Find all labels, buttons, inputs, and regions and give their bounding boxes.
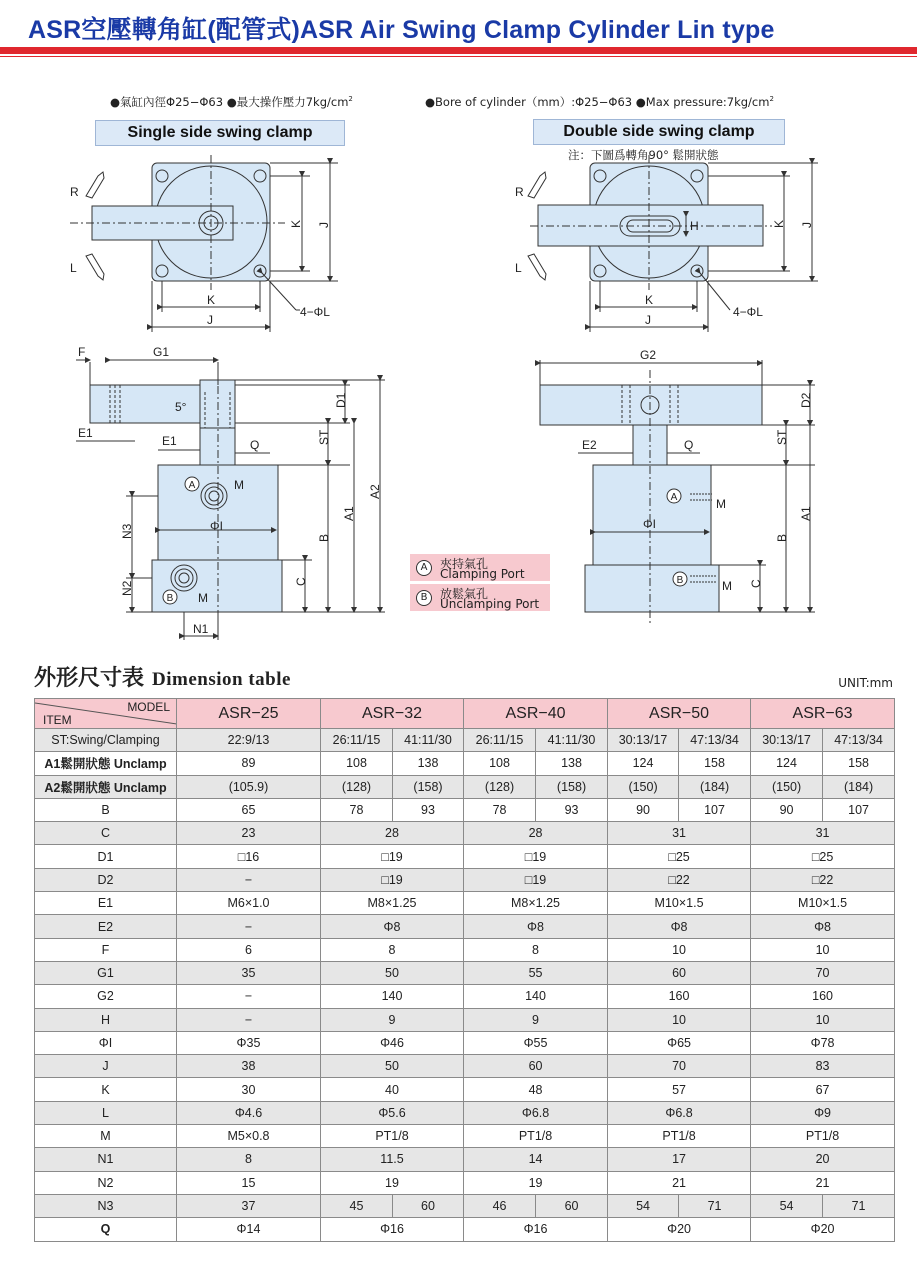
svg-text:K: K — [289, 219, 303, 228]
table-cell: 10 — [608, 1008, 751, 1031]
table-cell: 17 — [608, 1148, 751, 1171]
table-cell: 124 — [751, 752, 823, 775]
page-title: ASR空壓轉角缸(配管式)ASR Air Swing Clamp Cylinder Lin type — [28, 16, 775, 44]
svg-text:J: J — [207, 313, 213, 327]
table-cell: 60 — [393, 1194, 464, 1217]
table-cell: PT1/8 — [321, 1125, 464, 1148]
row-label: H — [35, 1008, 177, 1031]
table-cell: (158) — [393, 775, 464, 798]
svg-text:N1: N1 — [193, 622, 209, 636]
table-cell: 40 — [321, 1078, 464, 1101]
svg-text:R: R — [515, 185, 524, 199]
table-cell: 65 — [177, 798, 321, 821]
table-cell: 107 — [679, 798, 751, 821]
svg-text:H: H — [690, 219, 699, 233]
table-cell: Φ8 — [608, 915, 751, 938]
double-side-body — [593, 465, 711, 565]
table-cell: 93 — [536, 798, 608, 821]
table-cell: PT1/8 — [751, 1125, 895, 1148]
table-cell: Φ35 — [177, 1031, 321, 1054]
svg-text:J: J — [800, 222, 814, 228]
row-label: G2 — [35, 985, 177, 1008]
table-cell: 83 — [751, 1055, 895, 1078]
table-cell: 28 — [321, 822, 464, 845]
table-cell: □19 — [321, 845, 464, 868]
table-cell: Φ55 — [464, 1031, 608, 1054]
table-cell: 8 — [177, 1148, 321, 1171]
table-cell: Φ46 — [321, 1031, 464, 1054]
row-label: ST:Swing/Clamping — [35, 729, 177, 752]
table-cell: 78 — [464, 798, 536, 821]
row-label: Q — [35, 1218, 177, 1241]
table-cell: (184) — [679, 775, 751, 798]
table-cell: 158 — [679, 752, 751, 775]
row-label: D2 — [35, 868, 177, 891]
table-cell: 71 — [679, 1194, 751, 1217]
table-cell: Φ16 — [321, 1218, 464, 1241]
svg-text:L: L — [70, 261, 77, 275]
svg-text:M: M — [198, 591, 208, 605]
row-label: M — [35, 1125, 177, 1148]
svg-text:C: C — [294, 577, 308, 586]
port-a-marker: A — [416, 560, 432, 576]
table-cell: 35 — [177, 961, 321, 984]
row-label: N3 — [35, 1194, 177, 1217]
svg-text:4−ΦL: 4−ΦL — [733, 305, 763, 319]
table-cell: 21 — [751, 1171, 895, 1194]
table-cell: (128) — [321, 775, 393, 798]
legend-unclamping-port: B 放鬆氣孔 Unclamping Port — [410, 584, 550, 611]
table-cell: 89 — [177, 752, 321, 775]
table-cell: 31 — [608, 822, 751, 845]
table-cell: 78 — [321, 798, 393, 821]
spec-en: ●Bore of cylinder（mm）:Φ25−Φ63 ●Max $pressure:7kg/cm^2$ — [425, 95, 774, 109]
table-cell: 93 — [393, 798, 464, 821]
row-label: A2鬆開狀態 Unclamp — [35, 775, 177, 798]
svg-text:B: B — [317, 533, 331, 542]
svg-text:E1: E1 — [162, 434, 177, 448]
table-cell: PT1/8 — [464, 1125, 608, 1148]
svg-text:ST: ST — [317, 429, 331, 445]
table-cell: 160 — [751, 985, 895, 1008]
model-header: ASR−40 — [464, 699, 608, 729]
row-label: L — [35, 1101, 177, 1124]
table-cell: 47:13/34 — [679, 729, 751, 752]
table-cell: − — [177, 1008, 321, 1031]
table-cell: (158) — [536, 775, 608, 798]
table-cell: 138 — [536, 752, 608, 775]
svg-text:M: M — [722, 579, 732, 593]
port-b-marker: B — [416, 590, 432, 606]
row-label: E2 — [35, 915, 177, 938]
row-label: F — [35, 938, 177, 961]
table-cell: 38 — [177, 1055, 321, 1078]
table-cell: 30 — [177, 1078, 321, 1101]
table-row — [35, 1148, 895, 1171]
table-corner-cell: MODEL ITEM — [35, 699, 177, 729]
table-row — [35, 1031, 895, 1054]
table-row — [35, 938, 895, 961]
model-header: ASR−25 — [177, 699, 321, 729]
table-cell: M10×1.5 — [608, 892, 751, 915]
table-cell: Φ14 — [177, 1218, 321, 1241]
table-cell: □25 — [751, 845, 895, 868]
table-row — [35, 798, 895, 821]
table-cell: M8×1.25 — [321, 892, 464, 915]
table-cell: 54 — [751, 1194, 823, 1217]
table-row — [35, 752, 895, 775]
table-cell: 9 — [321, 1008, 464, 1031]
svg-text:ΦI: ΦI — [210, 519, 223, 533]
port-legend — [410, 554, 550, 614]
table-row — [35, 915, 895, 938]
table-cell: 10 — [608, 938, 751, 961]
legend-clamping-port: A 夾持氣孔 Clamping Port — [410, 554, 550, 581]
table-cell: 9 — [464, 1008, 608, 1031]
table-row — [35, 985, 895, 1008]
table-cell: 70 — [751, 961, 895, 984]
table-row — [35, 868, 895, 891]
table-cell: 30:13/17 — [751, 729, 823, 752]
double-side-base — [585, 565, 719, 612]
table-cell: □19 — [464, 868, 608, 891]
row-label: E1 — [35, 892, 177, 915]
table-cell: 60 — [536, 1194, 608, 1217]
model-header: ASR−63 — [751, 699, 895, 729]
svg-text:J: J — [645, 313, 651, 327]
table-row — [35, 961, 895, 984]
table-cell: 54 — [608, 1194, 679, 1217]
double-side-note: 注：下圖爲轉角90° 鬆開狀態 — [568, 148, 719, 162]
table-cell: 14 — [464, 1148, 608, 1171]
row-label: G1 — [35, 961, 177, 984]
table-row — [35, 822, 895, 845]
table-cell: 11.5 — [321, 1148, 464, 1171]
spec-zh: ●氣缸內徑Φ25−Φ63 ●最大操作壓力$7kg/cm^2$ — [110, 95, 353, 109]
row-label: ΦI — [35, 1031, 177, 1054]
table-cell: 108 — [321, 752, 393, 775]
single-side-body — [158, 465, 278, 560]
table-cell: M5×0.8 — [177, 1125, 321, 1148]
table-cell: 41:11/30 — [536, 729, 608, 752]
svg-text:L: L — [515, 261, 522, 275]
table-cell: M10×1.5 — [751, 892, 895, 915]
unit-label: UNIT:mm — [838, 676, 893, 690]
svg-text:J: J — [317, 222, 331, 228]
row-label: A1鬆開狀態 Unclamp — [35, 752, 177, 775]
table-cell: 70 — [608, 1055, 751, 1078]
svg-text:N2: N2 — [120, 580, 134, 596]
table-cell: □19 — [321, 868, 464, 891]
table-cell: 22:9/13 — [177, 729, 321, 752]
table-cell: Φ16 — [464, 1218, 608, 1241]
table-cell: 124 — [608, 752, 679, 775]
table-row — [35, 729, 895, 752]
row-label: N2 — [35, 1171, 177, 1194]
table-cell: − — [177, 915, 321, 938]
svg-text:B: B — [775, 533, 789, 542]
table-cell: 19 — [464, 1171, 608, 1194]
svg-text:E2: E2 — [582, 438, 597, 452]
table-cell: 10 — [751, 938, 895, 961]
table-cell: 67 — [751, 1078, 895, 1101]
svg-text:C: C — [749, 579, 763, 588]
table-cell: 108 — [464, 752, 536, 775]
table-row — [35, 1078, 895, 1101]
table-row — [35, 1055, 895, 1078]
table-row — [35, 1008, 895, 1031]
table-cell: 30:13/17 — [608, 729, 679, 752]
table-cell: 158 — [823, 752, 895, 775]
row-label: D1 — [35, 845, 177, 868]
table-cell: 50 — [321, 961, 464, 984]
table-cell: □25 — [608, 845, 751, 868]
table-cell: 71 — [823, 1194, 895, 1217]
table-cell: Φ8 — [751, 915, 895, 938]
svg-text:K: K — [772, 219, 786, 228]
table-row — [35, 1194, 895, 1217]
table-cell: 50 — [321, 1055, 464, 1078]
dimension-table-title: 外形尺寸表 Dimension table — [34, 665, 291, 691]
row-label: B — [35, 798, 177, 821]
table-cell: 55 — [464, 961, 608, 984]
table-cell: M6×1.0 — [177, 892, 321, 915]
svg-text:Q: Q — [250, 438, 260, 452]
table-cell: M8×1.25 — [464, 892, 608, 915]
table-cell: 41:11/30 — [393, 729, 464, 752]
table-cell: 10 — [751, 1008, 895, 1031]
table-cell: 28 — [464, 822, 608, 845]
svg-text:M: M — [234, 478, 244, 492]
table-cell: 90 — [751, 798, 823, 821]
table-cell: □22 — [751, 868, 895, 891]
svg-text:A: A — [188, 480, 196, 491]
table-cell: 140 — [321, 985, 464, 1008]
dimension-table — [34, 698, 895, 1242]
svg-text:N3: N3 — [120, 523, 134, 539]
table-cell: 6 — [177, 938, 321, 961]
table-row — [35, 1101, 895, 1124]
table-cell: (150) — [608, 775, 679, 798]
table-cell: 160 — [608, 985, 751, 1008]
svg-text:B: B — [676, 575, 684, 586]
table-cell: Φ4.6 — [177, 1101, 321, 1124]
svg-text:4−ΦL: 4−ΦL — [300, 305, 330, 319]
table-cell: □19 — [464, 845, 608, 868]
table-cell: 8 — [464, 938, 608, 961]
row-label: J — [35, 1055, 177, 1078]
table-cell: Φ78 — [751, 1031, 895, 1054]
table-cell: 60 — [464, 1055, 608, 1078]
svg-text:A2: A2 — [368, 484, 382, 499]
svg-text:5°: 5° — [175, 400, 187, 414]
table-cell: (128) — [464, 775, 536, 798]
svg-text:G2: G2 — [640, 348, 657, 362]
table-cell: 20 — [751, 1148, 895, 1171]
table-cell: Φ20 — [608, 1218, 751, 1241]
table-cell: 26:11/15 — [464, 729, 536, 752]
table-cell: Φ8 — [321, 915, 464, 938]
table-cell: (105.9) — [177, 775, 321, 798]
table-cell: 57 — [608, 1078, 751, 1101]
table-cell: 47:13/34 — [823, 729, 895, 752]
svg-text:G1: G1 — [153, 345, 170, 359]
table-row — [35, 1171, 895, 1194]
table-cell: 19 — [321, 1171, 464, 1194]
table-cell: Φ8 — [464, 915, 608, 938]
table-row — [35, 892, 895, 915]
table-row — [35, 845, 895, 868]
table-cell: − — [177, 985, 321, 1008]
svg-text:A1: A1 — [799, 506, 813, 521]
table-cell: PT1/8 — [608, 1125, 751, 1148]
row-label: C — [35, 822, 177, 845]
table-cell: 31 — [751, 822, 895, 845]
table-cell: 23 — [177, 822, 321, 845]
table-row — [35, 775, 895, 798]
svg-text:M: M — [716, 497, 726, 511]
table-cell: − — [177, 868, 321, 891]
table-cell: Φ6.8 — [464, 1101, 608, 1124]
svg-text:K: K — [645, 293, 654, 307]
double-side-caption: Double side swing clamp — [533, 119, 785, 145]
table-cell: Φ5.6 — [321, 1101, 464, 1124]
svg-text:E1: E1 — [78, 426, 93, 440]
table-cell: □22 — [608, 868, 751, 891]
table-cell: 138 — [393, 752, 464, 775]
svg-text:A: A — [670, 492, 678, 503]
svg-text:A1: A1 — [342, 506, 356, 521]
svg-text:ΦI: ΦI — [643, 517, 656, 531]
table-cell: Φ20 — [751, 1218, 895, 1241]
table-cell: 37 — [177, 1194, 321, 1217]
model-header: ASR−50 — [608, 699, 751, 729]
row-label: K — [35, 1078, 177, 1101]
table-cell: 48 — [464, 1078, 608, 1101]
table-cell: Φ9 — [751, 1101, 895, 1124]
table-cell: (184) — [823, 775, 895, 798]
table-cell: 107 — [823, 798, 895, 821]
svg-text:B: B — [166, 593, 174, 604]
table-cell: 21 — [608, 1171, 751, 1194]
table-cell: Φ65 — [608, 1031, 751, 1054]
svg-text:Q: Q — [684, 438, 694, 452]
model-header: ASR−32 — [321, 699, 464, 729]
table-header-row — [35, 699, 895, 729]
row-label: N1 — [35, 1148, 177, 1171]
svg-text:R: R — [70, 185, 79, 199]
svg-text:D2: D2 — [799, 392, 813, 408]
table-cell: 8 — [321, 938, 464, 961]
table-cell: Φ6.8 — [608, 1101, 751, 1124]
table-row — [35, 1218, 895, 1241]
table-cell: 26:11/15 — [321, 729, 393, 752]
table-cell: 46 — [464, 1194, 536, 1217]
svg-text:F: F — [78, 345, 86, 359]
svg-text:ST: ST — [775, 429, 789, 445]
svg-text:D1: D1 — [334, 392, 348, 408]
table-cell: 60 — [608, 961, 751, 984]
table-cell: 90 — [608, 798, 679, 821]
table-cell: 45 — [321, 1194, 393, 1217]
table-cell: 15 — [177, 1171, 321, 1194]
svg-text:K: K — [207, 293, 216, 307]
table-cell: □16 — [177, 845, 321, 868]
table-row — [35, 1125, 895, 1148]
table-cell: (150) — [751, 775, 823, 798]
single-side-caption: Single side swing clamp — [95, 120, 345, 146]
table-cell: 140 — [464, 985, 608, 1008]
